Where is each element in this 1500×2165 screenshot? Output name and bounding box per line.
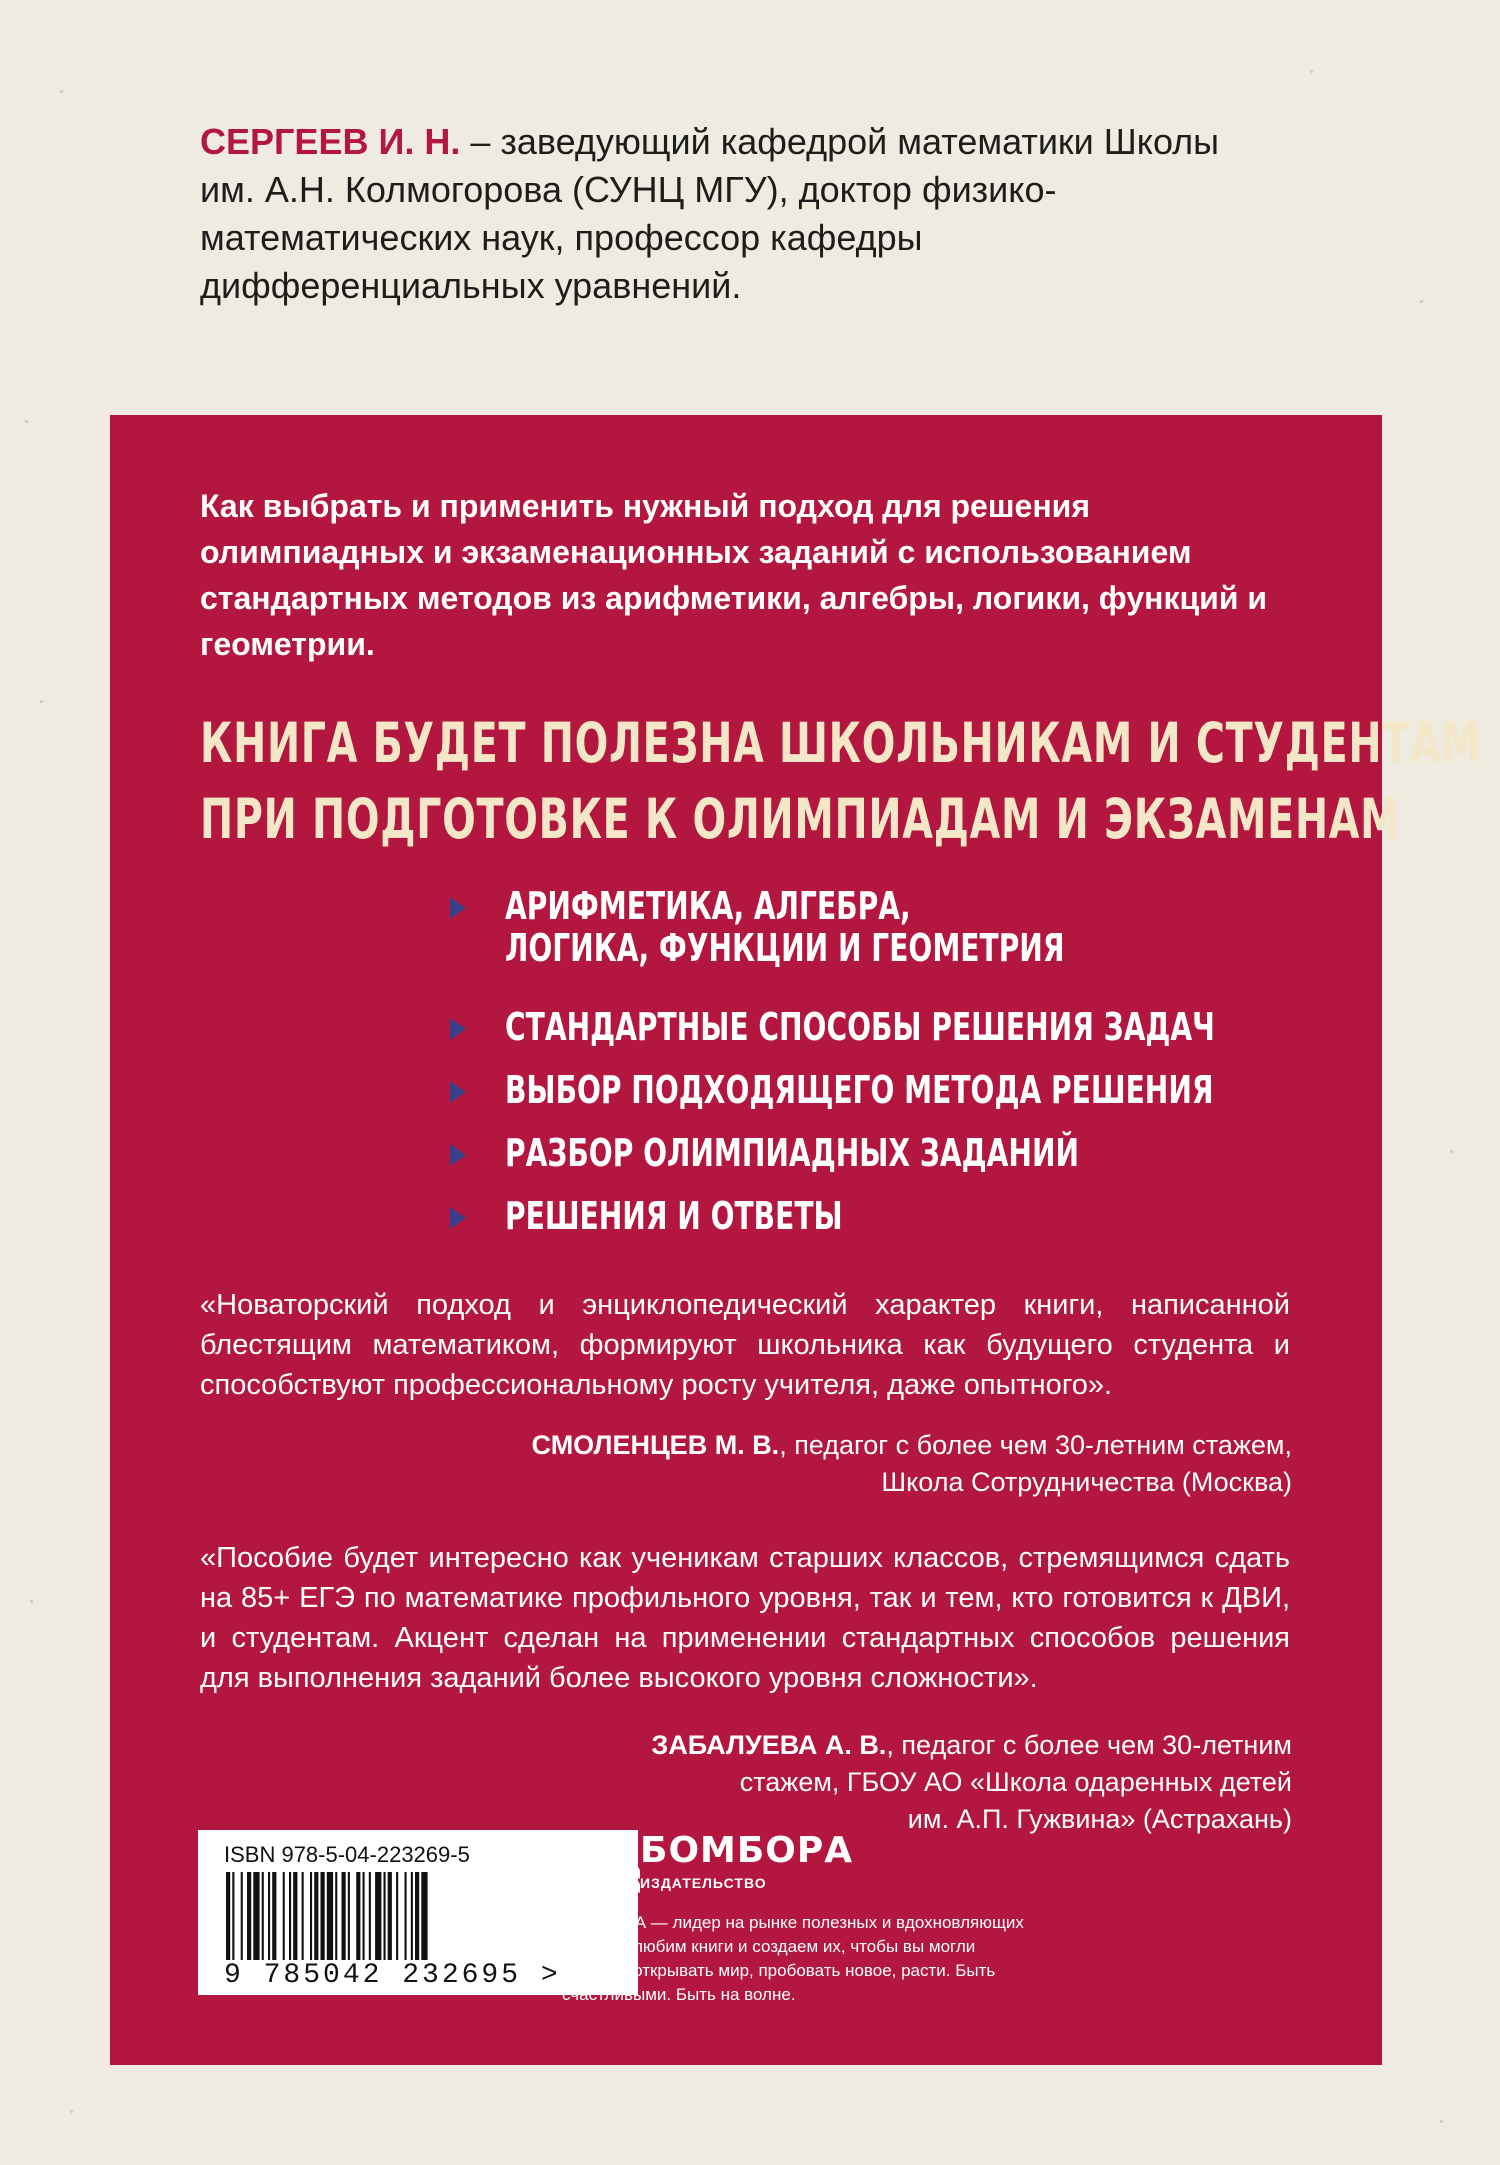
author-name: СЕРГЕЕВ И. Н.: [200, 121, 461, 162]
feature-item: [450, 885, 1310, 969]
feature-item: [450, 1132, 1310, 1174]
lead-paragraph: Как выбрать и применить нужный подход для решения олимпиадных и экзаменационных заданий с использованием стандартных методов из арифметики, алгебры, логики, функций и геометрии.: [200, 488, 1268, 662]
headline-line-2: ПРИ ПОДГОТОВКЕ К ОЛИМПИАДАМ И ЭКЗАМЕНАМ: [200, 787, 1401, 851]
headline: [200, 705, 1482, 857]
reviewer-place: Школа Сотрудничества (Москва): [881, 1467, 1292, 1497]
reviewer-name: СМОЛЕНЦЕВ М. В.: [531, 1430, 780, 1460]
red-panel: [110, 415, 1482, 2065]
triangle-bullet-icon: [450, 1207, 466, 1229]
bombora-logo-icon: [562, 1827, 642, 1897]
author-bio-text: – заведующий кафедрой математики Школы им. А.Н. Колмогорова (СУНЦ МГУ), доктор физико-математических наук, профессор кафедры дифференциальных уравнений.: [200, 121, 1220, 306]
feature-list: [450, 885, 1310, 1258]
headline-line-1: КНИГА БУДЕТ ПОЛЕЗНА ШКОЛЬНИКАМ И СТУДЕНТАМ: [200, 711, 1482, 775]
review-quote-1: «Новаторский подход и энциклопедический характер книги, написанной блестящим математиком, формируют школьника как будущего студента и способствуют профессиональному росту учителя, даже опытного».: [200, 1289, 1290, 1401]
feature-item: [450, 1069, 1310, 1111]
reviewer-role: , педагог с более чем 30-летним: [886, 1730, 1292, 1760]
isbn-label: ISBN 978-5-04-223269-5: [224, 1842, 470, 1867]
triangle-bullet-icon: [450, 897, 466, 919]
triangle-bullet-icon: [450, 1144, 466, 1166]
feature-item: [450, 1006, 1310, 1048]
review-attribution-2: [392, 1727, 1292, 1838]
triangle-bullet-icon: [450, 1081, 466, 1103]
feature-text: СТАНДАРТНЫЕ СПОСОБЫ РЕШЕНИЯ ЗАДАЧ: [505, 1005, 1215, 1049]
reviewer-name: ЗАБАЛУЕВА А. В.: [651, 1730, 887, 1760]
publisher-subtitle: ИЗДАТЕЛЬСТВО: [640, 1875, 767, 1891]
feature-text: АРИФМЕТИКА, АЛГЕБРА, ЛОГИКА, ФУНКЦИИ И ГЕОМЕТРИЯ: [505, 884, 1065, 970]
reviewer-role: , педагог с более чем 30-летним стажем,: [779, 1430, 1292, 1460]
feature-text: ВЫБОР ПОДХОДЯЩЕГО МЕТОДА РЕШЕНИЯ: [505, 1068, 1214, 1112]
author-bio: [200, 118, 1220, 310]
feature-item: [450, 1195, 1310, 1237]
barcode-bars: [224, 1872, 614, 1960]
publisher-description: БОМБОРА — лидер на рынке полезных и вдохновляющих книг. Мы любим книги и создаем их, чтобы вы могли творить, открывать мир, пробовать новое, расти. Быть счастливыми. Быть на волне.: [562, 1913, 1024, 2004]
review-attribution-1: [392, 1427, 1292, 1501]
feature-text: РЕШЕНИЯ И ОТВЕТЫ: [505, 1194, 843, 1238]
review-quote-2: «Пособие будет интересно как ученикам старших классов, стремящимся сдать на 85+ ЕГЭ по математике профильного уровня, так и тем, кто готовится к ДВИ, и студентам. Акцент сделан на применении стандартных способов решения для выполнения заданий более высокого уровня сложности».: [200, 1542, 1290, 1694]
triangle-bullet-icon: [450, 1018, 466, 1040]
publisher-name: БОМБОРА: [640, 1830, 854, 1871]
reviewer-place: им. А.П. Гужвина» (Астрахань): [907, 1804, 1292, 1834]
barcode-number: 9 785042 232695 >: [224, 1960, 561, 1991]
reviewer-place: стажем, ГБОУ АО «Школа одаренных детей: [739, 1767, 1292, 1797]
feature-text: РАЗБОР ОЛИМПИАДНЫХ ЗАДАНИЙ: [505, 1131, 1080, 1175]
